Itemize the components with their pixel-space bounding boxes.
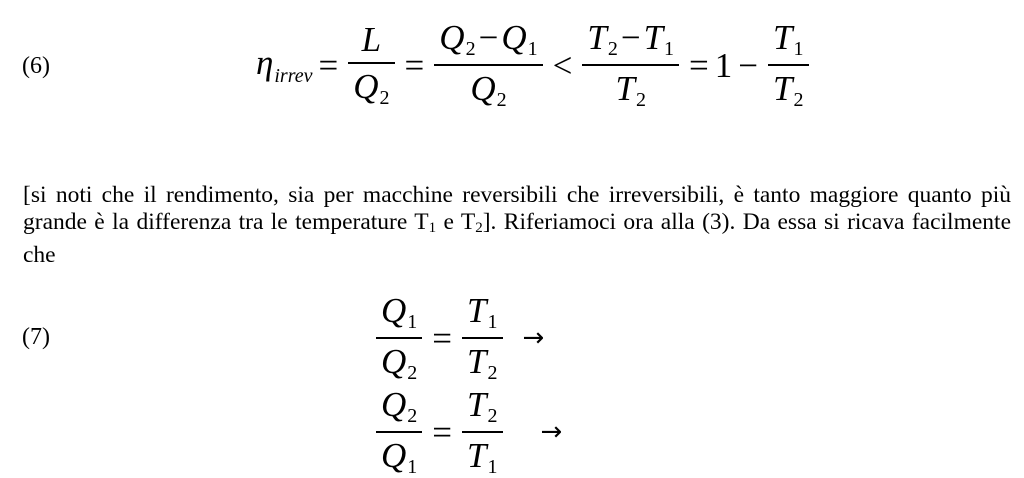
equation-7-line-1 bbox=[372, 293, 544, 383]
less-than-sign: < bbox=[552, 45, 573, 85]
equation-7-line-2 bbox=[372, 387, 562, 477]
one: 1 bbox=[714, 45, 733, 85]
minus-sign: − bbox=[738, 45, 759, 85]
fraction-T2-over-T1: $\frac{T_2}{T_1}$ bbox=[462, 387, 502, 477]
right-arrow-icon: → bbox=[540, 417, 563, 447]
equals-sign: = bbox=[432, 318, 453, 358]
equation-number-7: (7) bbox=[22, 324, 50, 350]
equals-sign: = bbox=[404, 45, 425, 85]
equals-sign: = bbox=[318, 45, 339, 85]
fraction-T2-minus-T1-over-T2: $\frac{T_2-T_1}{T_2}$ bbox=[582, 20, 679, 110]
fraction-Q2-minus-Q1-over-Q2: $\frac{Q_2-Q_1}{Q_2}$ bbox=[434, 20, 542, 110]
eta-symbol: $\eta_{irrev}$ bbox=[256, 42, 313, 87]
fraction-T1-over-T2: $\frac{T_1}{T_2}$ bbox=[768, 20, 808, 110]
equation-6 bbox=[256, 20, 813, 110]
right-arrow-icon: → bbox=[522, 323, 545, 353]
fraction-Q1-over-Q2: $\frac{Q_1}{Q_2}$ bbox=[376, 293, 422, 383]
equation-number-6: (6) bbox=[22, 53, 50, 79]
fraction-T1-over-T2: $\frac{T_1}{T_2}$ bbox=[462, 293, 502, 383]
paragraph: [si noti che il rendimento, sia per macchine reversibili che irreversibili, è tanto maggiore quanto più grande è la differenza tra le temperature $T_1$ e $T_2$]. Riferiamoci ora alla (3). Da essa si ricava facilmente che bbox=[23, 182, 1012, 268]
fraction-L-over-Q2: $\frac{L}{Q_2}$ bbox=[348, 22, 394, 108]
fraction-Q2-over-Q1: $\frac{Q_2}{Q_1}$ bbox=[376, 387, 422, 477]
equals-sign: = bbox=[432, 412, 453, 452]
equals-sign: = bbox=[689, 45, 709, 85]
